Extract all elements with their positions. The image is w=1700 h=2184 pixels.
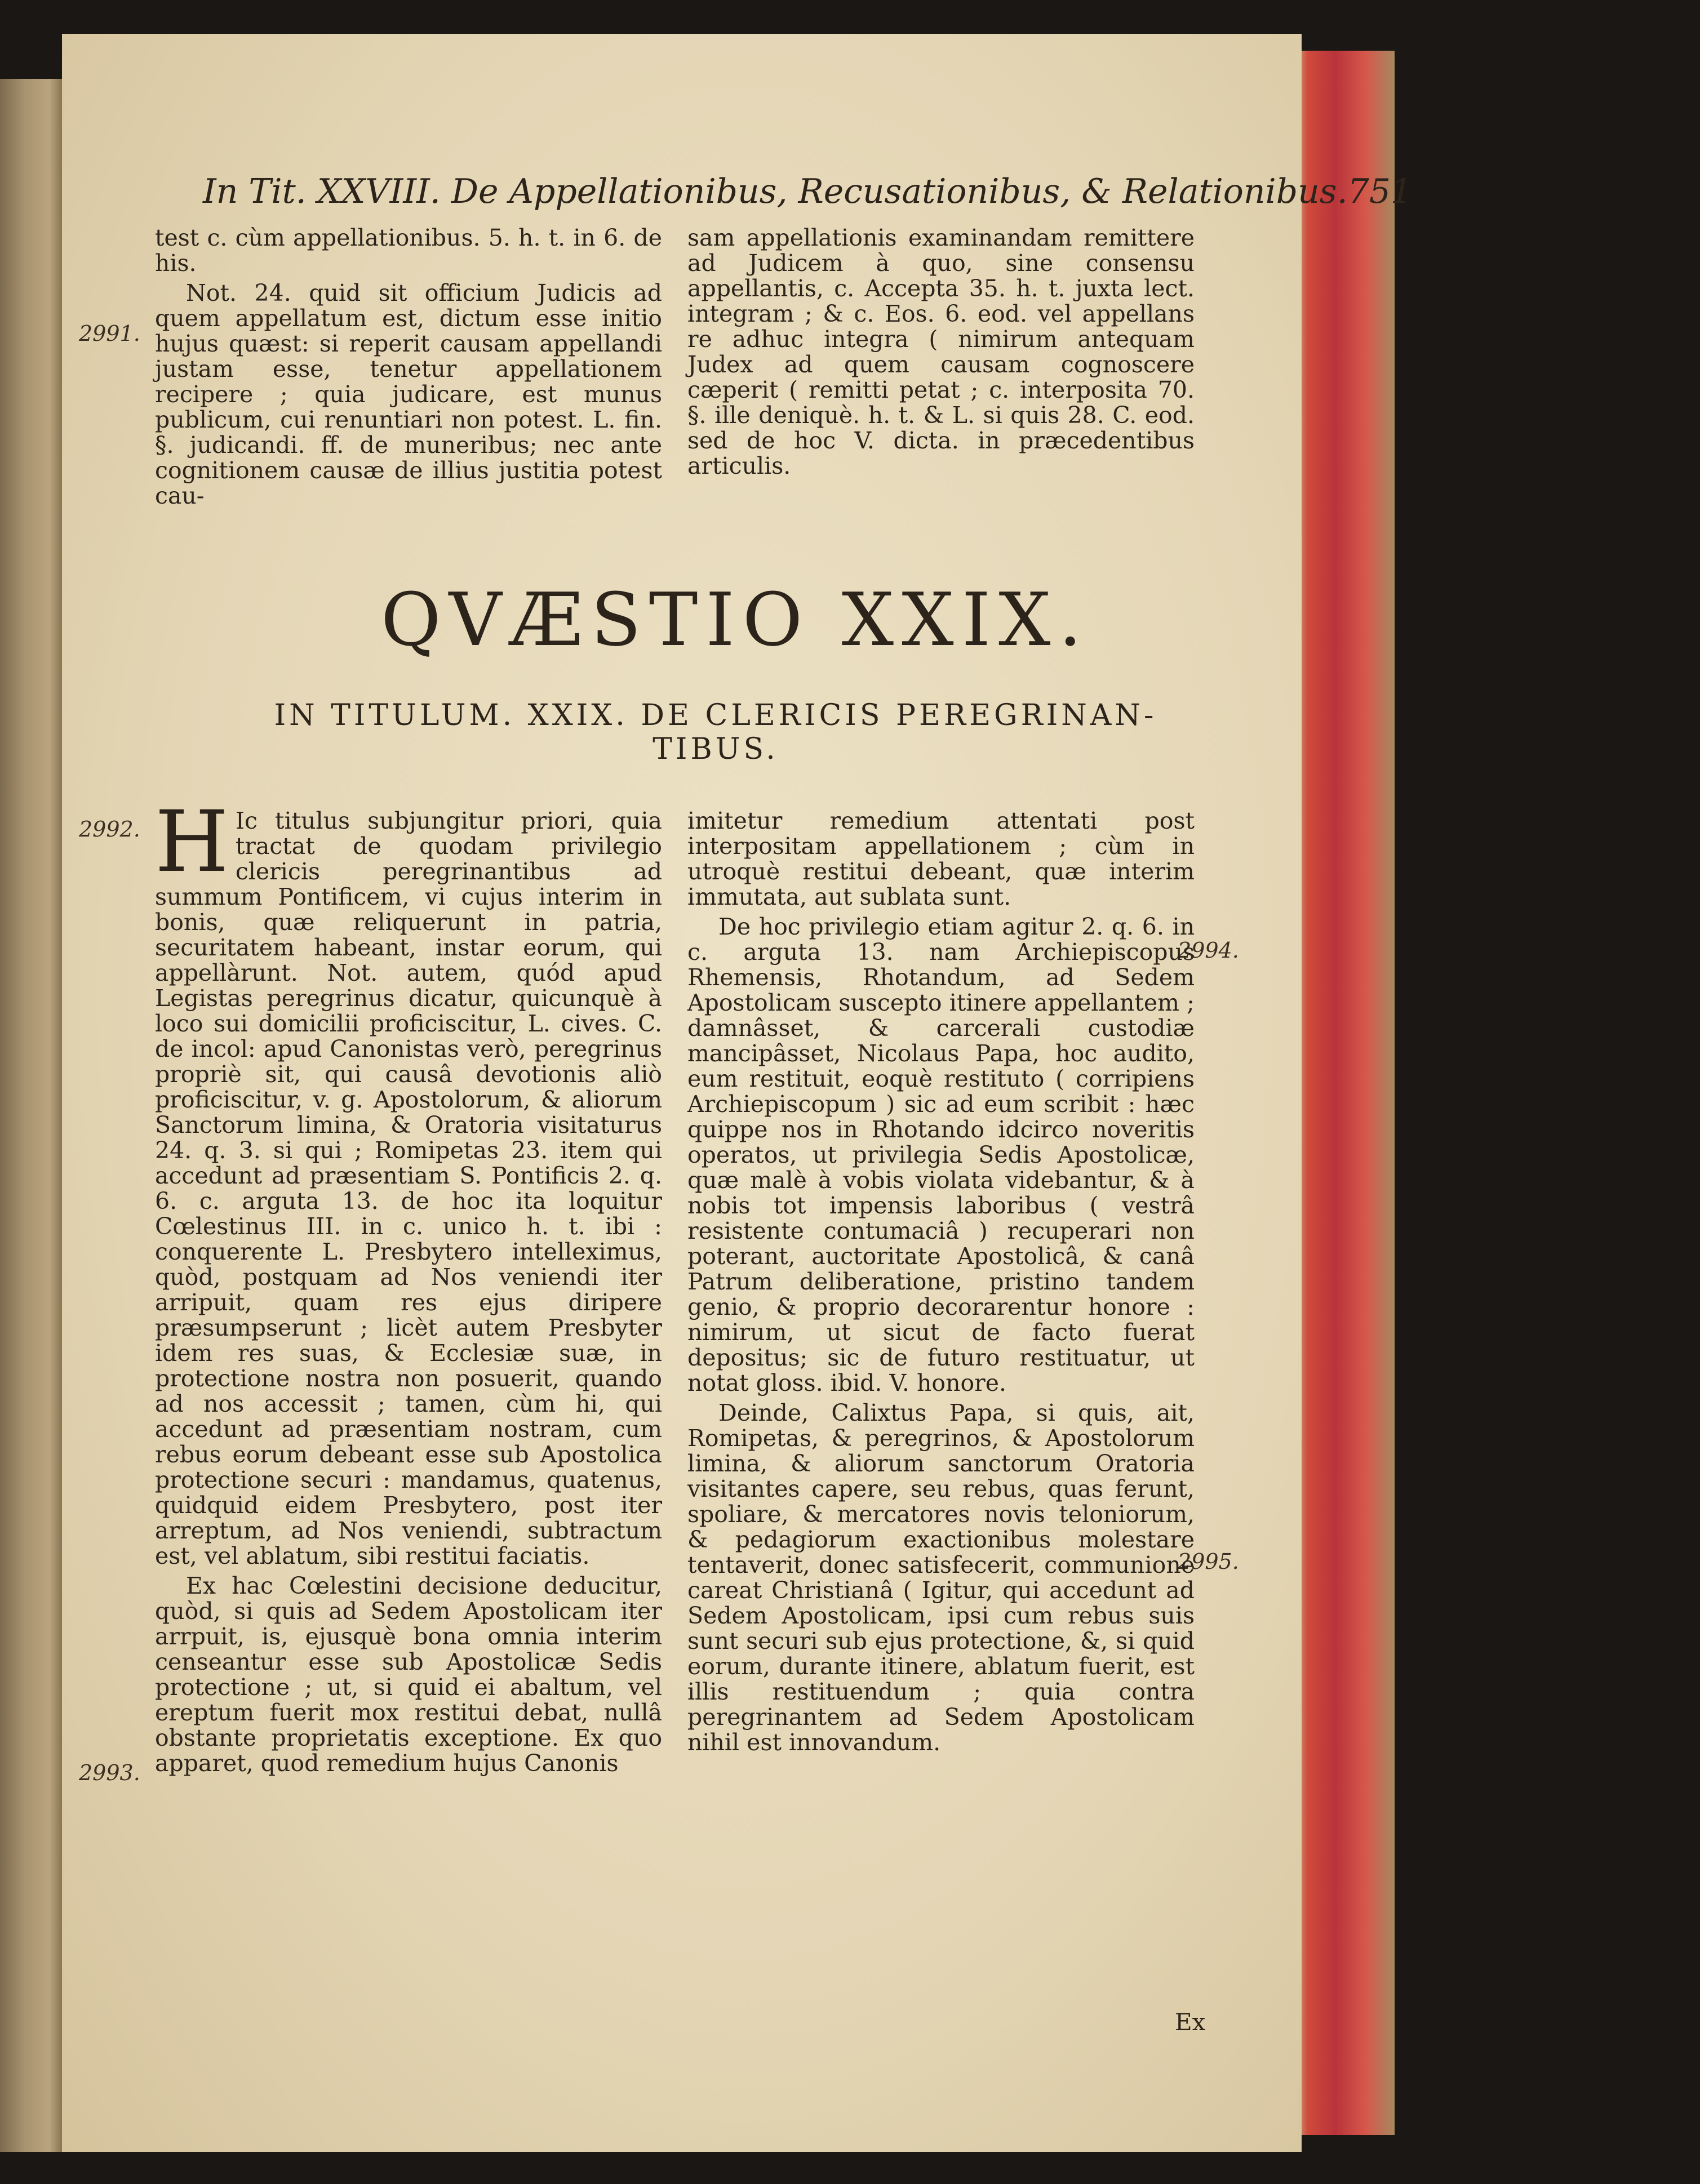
paragraph: Deinde, Calixtus Papa, si quis, ait, Romipetas, & peregrinos, & Apostolorum limina, & aliorum sanctorum Oratoria visitantes capere, seu rebus, quas ferunt, spoliare, & mercatores novis teloniorum, & pedagiorum exactionibus molestare tentaverit, donec satisfecerit, communione careat Christianâ ( Igitur, qui accedunt ad Sedem Apostolicam, ipsi cum rebus suis sunt securi sub ejus protectione, &, si quid eorum, durante itinere, ablatum fuerit, est illis restituendum ; quia contra peregrinantem ad Sedem Apostolicam nihil est innovandum.: [687, 1399, 1195, 1756]
margin-number: 2994.: [1178, 938, 1239, 963]
margin-number: 2993.: [79, 1760, 140, 1785]
paragraph: sam appellationis examinandam remittere ad Judicem à quo, sine consensu appellantis, c. Accepta 35. h. t. juxta lect. integram ; & c. Eos. 6. eod. vel appellans re adhuc integra ( nimirum antequam Judex ad quem causam cognoscere cæperit ( remitti petat ; c. interposita 70. §. ille deniquè. h. t. & L. si quis 28. C. eod. sed de hoc V. dicta. in præcedentibus articulis.: [687, 224, 1195, 479]
section-title: QVÆSTIO XXIX.: [381, 577, 1090, 662]
paragraph: Not. 24. quid sit officium Judicis ad quem appellatum est, dictum esse initio hujus quæst: si reperit causam appellandi justam esse, tenetur appellationem recipere ; quia judicare, est munus publicum, cui renuntiari non potest. L. fin. §. judicandi. ff. de muneribus; nec ante cognitionem causæ de illius justitia potest cau-: [155, 279, 662, 509]
paragraph: Ex hac Cœlestini decisione deducitur, quòd, si quis ad Sedem Apostolicam iter arrpuit, is, ejusquè bona omnia interim censeantur esse sub Apostolicæ Sedis protectione ; ut, si quid ei abaltum, vel ereptum fuerit mox restitui debat, nullâ obstante proprietatis exceptione. Ex quo apparet, quod remedium hujus Canonis: [155, 1572, 662, 1777]
top-right-column: [687, 225, 1195, 483]
margin-number: 2995.: [1178, 1549, 1239, 1574]
top-left-column: [155, 225, 662, 513]
subtitle-line: IN TITULUM. XXIX. DE CLERICIS PEREGRINAN-: [274, 699, 1157, 732]
paragraph: [155, 793, 662, 1569]
paragraph: test c. cùm appellationibus. 5. h. t. in 6. de his.: [155, 224, 662, 277]
right-column: [687, 808, 1195, 1760]
running-title: In Tit. XXVIII. De Appellationibus, Recusationibus, & Relationibus.: [203, 172, 1348, 211]
margin-number: 2991.: [79, 321, 140, 346]
section-subtitle: [203, 699, 1228, 766]
drop-cap: H: [155, 793, 229, 891]
subtitle-line: TIBUS.: [653, 732, 779, 766]
page-number: 751: [1347, 172, 1413, 211]
page-edge-red: [1296, 51, 1395, 2135]
running-header: [203, 172, 1413, 217]
left-page-edge: [0, 79, 62, 2152]
margin-number: 2992.: [79, 817, 140, 842]
book-page: [62, 34, 1413, 2152]
paragraph: imitetur remedium attentati post interpositam appellationem ; cùm in utroquè restitui debeant, quæ interim immutata, aut sublata sunt.: [687, 807, 1195, 910]
left-column: [155, 793, 662, 1781]
catchword: Ex: [1175, 2008, 1206, 2036]
paragraph-text: Ic titulus subjungitur priori, quia tractat de quodam privilegio clericis peregrinantibus ad summum Pontificem, vi cujus interim in bonis, quæ reliquerunt in patria, securitatem habeant, instar eorum, qui appellàrunt. Not. autem, quód apud Legistas peregrinus dicatur, quicunquè à loco sui domicilii proficiscitur, L. cives. C. de incol: apud Canonistas verò, peregrinus propriè sit, qui causâ devotionis aliò proficiscitur, v. g. Apostolorum, & aliorum Sanctorum limina, & Oratoria visitaturus 24. q. 3. si qui ; Romipetas 23. item qui accedunt ad præsentiam S. Pontificis 2. q. 6. c. arguta 13. de hoc ita loquitur Cœlestinus III. in c. unico h. t. ibi : conquerente L. Presbytero intelleximus, quòd, postquam ad Nos veniendi iter arripuit, quam res ejus diripere præsumpserunt ; licèt autem Presbyter idem res suas, & Ecclesiæ suæ, in protectione nostra non posuerit, quando ad nos accessit ; tamen, cùm hi, qui accedunt ad præsentiam nostram, cum rebus eorum debeant esse sub Apostolica protectione securi : mandamus, quatenus, quidquid eidem Presbytero, post iter arreptum, ad Nos veniendi, subtractum est, vel ablatum, sibi restitui faciatis.: [155, 807, 662, 1569]
paragraph: De hoc privilegio etiam agitur 2. q. 6. in c. arguta 13. nam Archiepiscopus Rhemensis, Rhotandum, ad Sedem Apostolicam suscepto itinere appellantem ; damnâsset, & carcerali custodiæ mancipâsset, Nicolaus Papa, hoc audito, eum restituit, eoquè restituto ( corripiens Archiepiscopum ) sic ad eum scribit : hæc quippe nos in Rhotando idcirco noveritis operatos, ut privilegia Sedis Apostolicæ, quæ malè à vobis violata videbantur, & à nobis tot impensis laboribus ( vestrâ resistente contumaciâ ) recuperari non poterant, auctoritate Apostolicâ, & canâ Patrum deliberatione, pristino tandem genio, & proprio decorarentur honore : nimirum, ut sicut de facto fuerat depositus; sic de futuro restituatur, ut notat gloss. ibid. V. honore.: [687, 913, 1195, 1396]
